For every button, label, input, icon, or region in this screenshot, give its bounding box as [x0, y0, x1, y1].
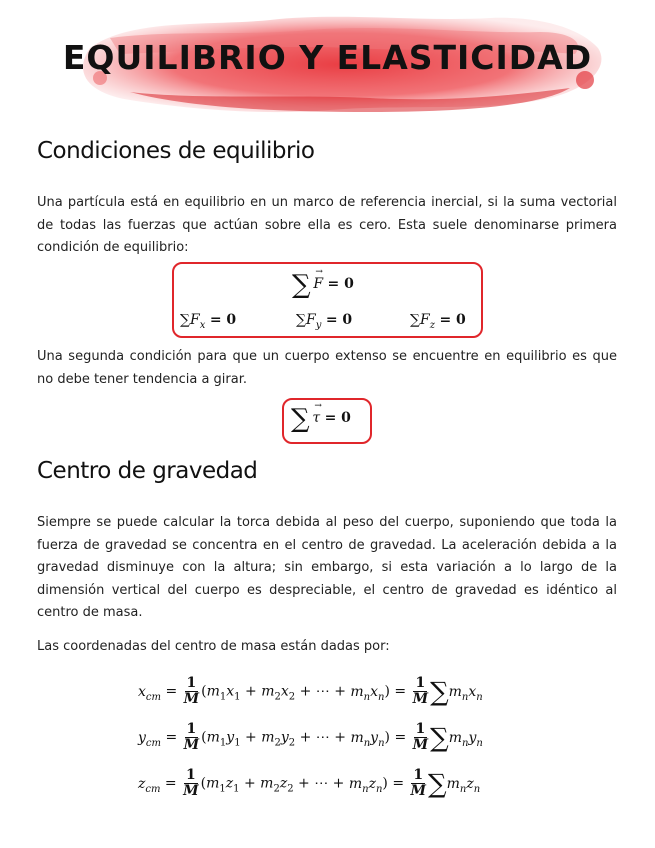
paragraph-equilibrium-2: Una segunda condición para que un cuerpo extenso se encuentre en equilibrio es que no debe tener tendencia a girar.: [37, 349, 617, 387]
equation-fz: $\sum F_z = 0$: [410, 312, 466, 331]
equation-x-cm: $x_{cm}$ = $\frac{1}{M}$ ($m_1x_1 + m_2x_2$ + ⋯ + $m_nx_n$) = $\frac{1}{M}$ $\sum m_nx_n$: [138, 675, 483, 708]
paragraph-equilibrium-1: Una partícula está en equilibrio en un marco de referencia inercial, si la suma vectorial de todas las fuerzas que actúan sobre ella es cero. Esta suele denominarse primera condición de equilibrio:: [37, 195, 617, 255]
page-title: EQUILIBRIO Y ELASTICIDAD: [62, 38, 593, 77]
equation-fx: $\sum F_x = 0$: [180, 312, 237, 331]
equation-z-cm: $z_{cm}$ = $\frac{1}{M}$ ($m_1z_1 + m_2z_2$ + ⋯ + $m_nz_n$) = $\frac{1}{M}$ $\sum m_nz_n$: [138, 767, 481, 800]
equation-y-cm: $y_{cm}$ = $\frac{1}{M}$ ($m_1y_1 + m_2y_2$ + ⋯ + $m_ny_n$) = $\frac{1}{M}$ $\sum m_ny_n$: [138, 721, 483, 754]
equation-force-sum: ∑ → F = 0: [292, 270, 354, 300]
paragraph-gravity-1: Siempre se puede calcular la torca debida al peso del cuerpo, suponiendo que toda la fuerza de gravedad se concentra en el centro de gravedad. La aceleración debida a la gravedad disminuye con la altura; sin embargo, si esta variación a lo largo de la dimensión vertical del cuerpo es despreciable, el centro de gravedad es idéntico al centro de masa.: [37, 515, 617, 620]
section-heading-center-of-gravity: Centro de gravedad: [37, 458, 258, 484]
section-heading-equilibrium: Condiciones de equilibrio: [37, 138, 315, 164]
equation-torque: ∑ → τ = 0: [291, 404, 351, 434]
paragraph-gravity-2: Las coordenadas del centro de masa están dadas por:: [37, 639, 390, 654]
equation-fy: $\sum F_y = 0$: [296, 312, 353, 331]
